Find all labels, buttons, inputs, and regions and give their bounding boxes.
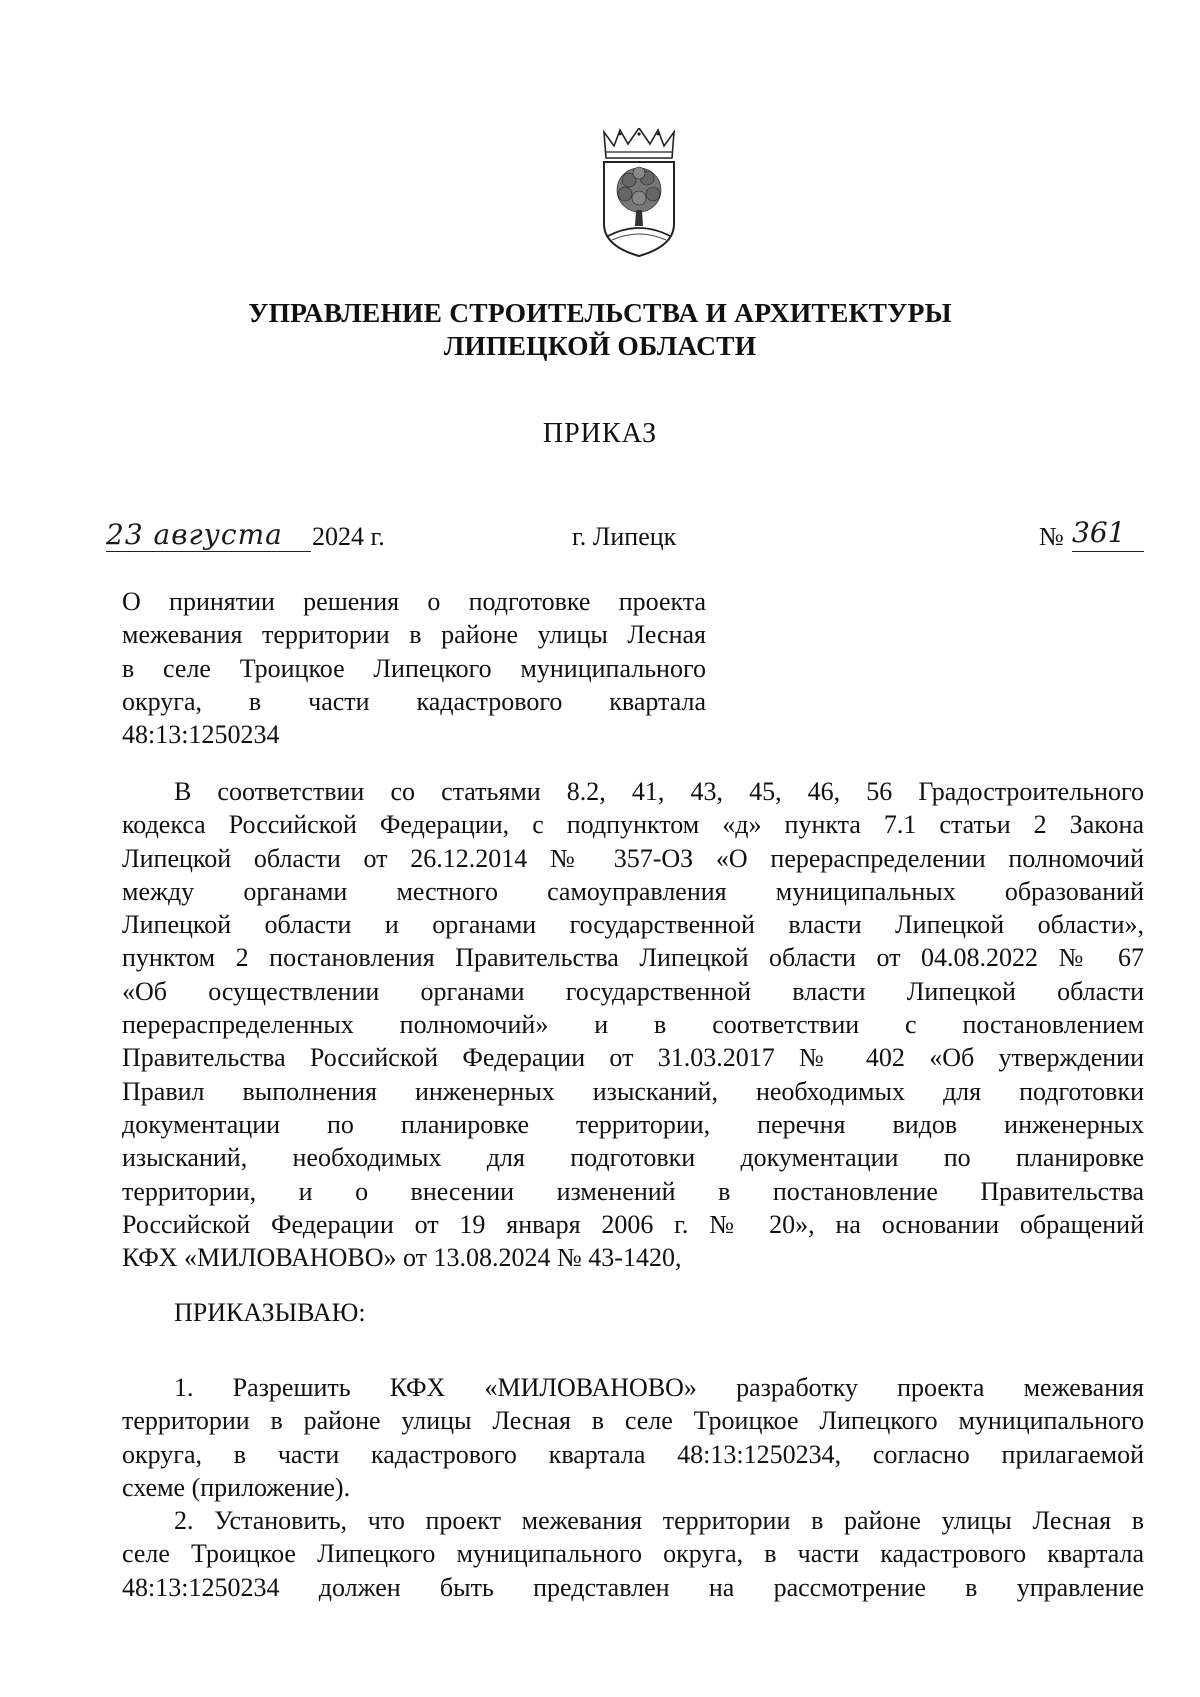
item-line: территории в районе улицы Лесная в селе Троицкое Липецкого муниципального bbox=[122, 1406, 1144, 1436]
preamble-line: КФХ «МИЛОВАНОВО» от 13.08.2024 № 43-1420, bbox=[122, 1243, 682, 1273]
organization-name-line-1: УПРАВЛЕНИЕ СТРОИТЕЛЬСТВА И АРХИТЕКТУРЫ bbox=[248, 297, 952, 328]
preamble-line: Российской Федерации от 19 января 2006 г. № 20», на основании обращений bbox=[122, 1209, 1144, 1239]
directive-heading: ПРИКАЗЫВАЮ: bbox=[174, 1298, 366, 1327]
date-underline bbox=[106, 551, 311, 552]
preamble-line: Липецкой области и органами государственной власти Липецкой области», bbox=[122, 910, 1144, 940]
item-line: 48:13:1250234 должен быть представлен на рассмотрение в управление bbox=[122, 1572, 1144, 1602]
preamble-line: Правил выполнения инженерных изысканий, необходимых для подготовки bbox=[122, 1076, 1144, 1106]
preamble-line: территории, и о внесении изменений в постановление Правительства bbox=[122, 1176, 1144, 1206]
item-line: 1. Разрешить КФХ «МИЛОВАНОВО» разработку проекта межевания bbox=[174, 1373, 1144, 1402]
preamble-line: В соответствии со статьями 8.2, 41, 43, 45, 46, 56 Градостроительного bbox=[174, 777, 1144, 806]
organization-name-line-2: ЛИПЕЦКОЙ ОБЛАСТИ bbox=[443, 330, 757, 361]
preamble-line: «Об осуществлении органами государственной власти Липецкой области bbox=[122, 976, 1144, 1006]
preamble-line: перераспределенных полномочий» и в соответствии с постановлением bbox=[122, 1010, 1144, 1040]
number-underline bbox=[1072, 551, 1144, 552]
item-line: 2. Установить, что проект межевания территории в районе улицы Лесная в bbox=[174, 1506, 1144, 1536]
subject-line: в селе Троицкое Липецкого муниципального bbox=[122, 653, 706, 683]
document-type-title: ПРИКАЗ bbox=[542, 418, 658, 449]
preamble-line: Правительства Российской Федерации от 31.03.2017 № 402 «Об утверждении bbox=[122, 1043, 1144, 1073]
organization-name bbox=[0, 296, 1200, 362]
order-subject bbox=[122, 585, 706, 751]
order-items bbox=[122, 1371, 1144, 1604]
subject-line: округа, в части кадастрового квартала bbox=[122, 686, 706, 716]
dateline bbox=[0, 516, 1200, 568]
item-line: селе Троицкое Липецкого муниципального округа, в части кадастрового квартала bbox=[122, 1539, 1144, 1569]
item-line: схеме (приложение). bbox=[122, 1472, 351, 1502]
handwritten-order-number: 361 bbox=[1072, 516, 1126, 549]
preamble-line: между органами местного самоуправления муниципальных образований bbox=[122, 876, 1144, 906]
preamble-line: Липецкой области от 26.12.2014 № 357-ОЗ «О перераспределении полномочий bbox=[122, 843, 1144, 873]
subject-line: 48:13:1250234 bbox=[122, 720, 280, 750]
city: г. Липецк bbox=[572, 522, 677, 551]
item-line: округа, в части кадастрового квартала 48:13:1250234, согласно прилагаемой bbox=[122, 1439, 1144, 1469]
preamble-paragraph bbox=[122, 775, 1144, 1274]
preamble-line: документации по планировке территории, перечня видов инженерных bbox=[122, 1109, 1144, 1139]
preamble-line: изысканий, необходимых для подготовки документации по планировке bbox=[122, 1143, 1144, 1173]
subject-line: межевания территории в районе улицы Лесная bbox=[122, 620, 706, 650]
date-year: 2024 г. bbox=[312, 522, 385, 551]
preamble-line: кодекса Российской Федерации, с подпунктом «д» пункта 7.1 статьи 2 Закона bbox=[122, 810, 1144, 840]
number-sign: № bbox=[1039, 522, 1064, 551]
subject-line: О принятии решения о подготовке проекта bbox=[122, 587, 706, 616]
preamble-line: пунктом 2 постановления Правительства Липецкой области от 04.08.2022 № 67 bbox=[122, 943, 1144, 973]
coat-of-arms-icon bbox=[598, 128, 680, 258]
handwritten-date: 23 августа bbox=[106, 518, 283, 551]
